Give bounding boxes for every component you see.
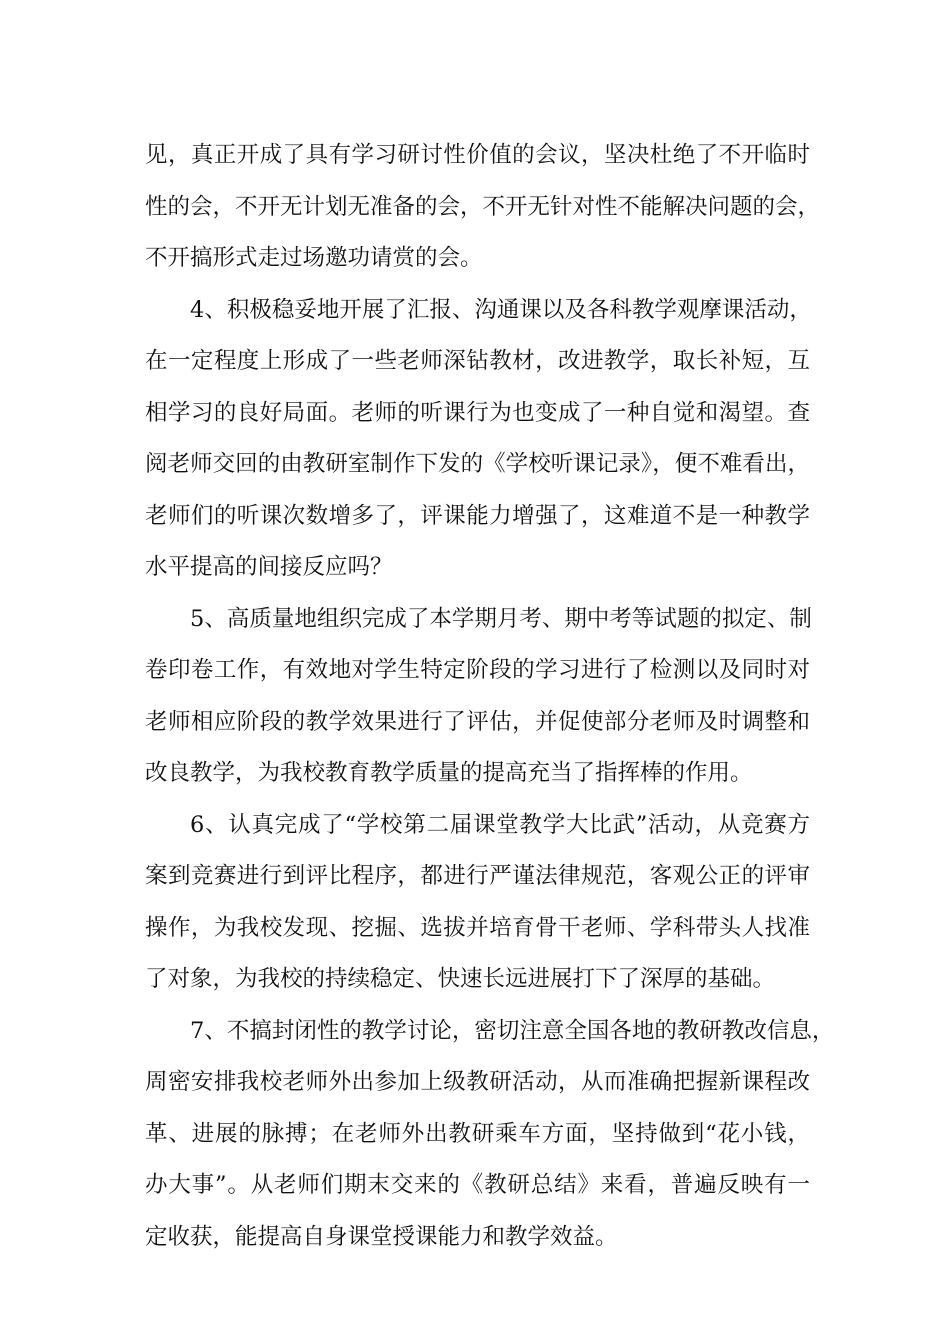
text-line: 水平提高的间接反应吗？ bbox=[145, 554, 393, 580]
text-line: 办大事”。从老师们期末交来的《教研总结》来看，普遍反映有一 bbox=[145, 1172, 810, 1198]
text-line: 见，真正开成了具有学习研讨性价值的会议，坚决杜绝了不开临时 bbox=[145, 142, 810, 168]
text-line: 老师相应阶段的教学效果进行了评估，并促使部分老师及时调整和 bbox=[145, 708, 810, 735]
text-line: 改良教学，为我校教育教学质量的提高充当了指挥棒的作用。 bbox=[145, 760, 753, 786]
text-line: 案到竞赛进行到评比程序，都进行严谨法律规范，客观公正的评审 bbox=[145, 863, 810, 889]
text-line: 性的会，不开无计划无准备的会，不开无针对性不能解决问题的会， bbox=[145, 193, 821, 220]
text-line-indented: 4、积极稳妥地开展了汇报、沟通课以及各科教学观摩课活动， bbox=[190, 296, 812, 323]
text-line: 周密安排我校老师外出参加上级教研活动，从而准确把握新课程改 bbox=[145, 1069, 810, 1095]
text-line-indented: 6、认真完成了“学校第二届课堂教学大比武”活动，从竞赛方 bbox=[190, 811, 810, 838]
text-line: 革、进展的脉搏；在老师外出教研乘车方面，坚持做到“花小钱， bbox=[145, 1120, 810, 1147]
text-line: 在一定程度上形成了一些老师深钻教材，改进教学，取长补短，互 bbox=[145, 348, 810, 374]
text-line-indented: 5、高质量地组织完成了本学期月考、期中考等试题的拟定、制 bbox=[190, 605, 812, 632]
text-line: 相学习的良好局面。老师的听课行为也变成了一种自觉和渴望。查 bbox=[145, 399, 810, 426]
paragraph-item-7 bbox=[145, 1006, 835, 1264]
text-line: 卷印卷工作，有效地对学生特定阶段的学习进行了检测以及同时对 bbox=[145, 657, 810, 683]
text-line-indented: 7、不搞封闭性的教学讨论，密切注意全国各地的教研教改信息， bbox=[190, 1017, 835, 1044]
text-line: 操作，为我校发现、挖掘、选拔并培育骨干老师、学科带头人找准 bbox=[145, 914, 810, 941]
document-body bbox=[145, 130, 835, 1263]
text-line: 定收获，能提高自身课堂授课能力和教学效益。 bbox=[145, 1223, 618, 1250]
paragraph-continuation bbox=[145, 130, 821, 285]
text-line: 老师们的听课次数增多了，评课能力增强了，这难道不是一种教学 bbox=[145, 502, 810, 529]
paragraph-item-6 bbox=[145, 800, 810, 1006]
paragraph-item-5 bbox=[145, 594, 810, 800]
text-line: 不开搞形式走过场邀功请赏的会。 bbox=[145, 245, 483, 271]
paragraph-item-4 bbox=[145, 285, 810, 594]
text-line: 了对象，为我校的持续稳定、快速长远进展打下了深厚的基础。 bbox=[145, 966, 776, 992]
text-line: 阅老师交回的由教研室制作下发的《学校听课记录》，便不难看出， bbox=[145, 451, 810, 477]
